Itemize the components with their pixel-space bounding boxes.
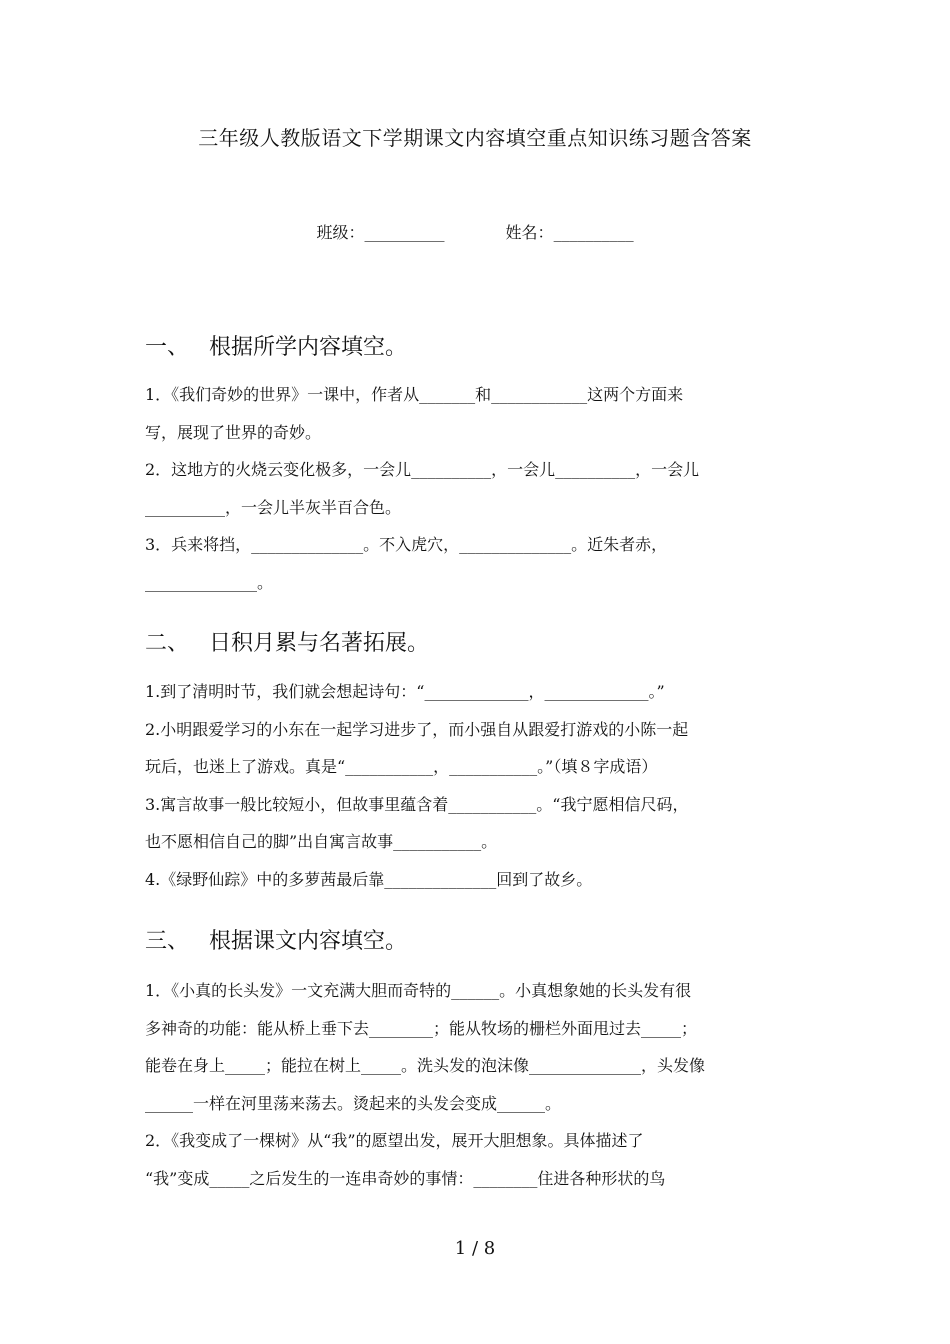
section-heading bbox=[145, 622, 810, 666]
question-line: 2.小明跟爱学习的小东在一起学习进步了，而小强自从跟爱打游戏的小陈一起 bbox=[145, 719, 689, 739]
question-line: ______一样在河里荡来荡去。烫起来的头发会变成______。 bbox=[145, 1093, 562, 1113]
name-label: 姓名： bbox=[505, 223, 554, 242]
section-3 bbox=[145, 920, 810, 964]
name-blank: __________ bbox=[553, 223, 634, 242]
page-number: 1 / 8 bbox=[454, 1238, 496, 1259]
question-line: 3．兵来将挡，______________。不入虎穴，______________。近朱者赤， bbox=[145, 535, 668, 554]
document-title: 三年级人教版语文下学期课文内容填空重点知识练习题含答案 bbox=[198, 126, 752, 150]
student-info-line bbox=[0, 220, 950, 243]
section-number: 二、 bbox=[145, 631, 190, 656]
question-line: 2．这地方的火烧云变化极多，一会儿__________，一会儿__________，一会儿 bbox=[145, 460, 700, 479]
section-number: 三、 bbox=[145, 929, 190, 954]
question-line: 能卷在身上_____；能拉在树上_____。洗头发的泡沫像______________，头发像 bbox=[145, 1056, 706, 1075]
question-line: 4.《绿野仙踪》中的多萝茜最后靠______________回到了故乡。 bbox=[145, 869, 593, 889]
section-number: 一、 bbox=[145, 335, 190, 360]
question-line: 1．《我们奇妙的世界》一课中，作者从_______和____________这两个方面来 bbox=[145, 385, 684, 404]
question-line: __________，一会儿半灰半百合色。 bbox=[145, 497, 402, 517]
question-line: 1.到了清明时节，我们就会想起诗句：“_____________，_____________。” bbox=[145, 682, 665, 701]
question-line: 写，展现了世界的奇妙。 bbox=[145, 422, 322, 442]
question-line: 多神奇的功能：能从桥上垂下去________；能从牧场的栅栏外面甩过去_____； bbox=[145, 1018, 698, 1038]
question-line: 也不愿相信自己的脚”出自寓言故事___________。 bbox=[145, 832, 498, 851]
class-label: 班级： bbox=[316, 223, 365, 242]
section-heading bbox=[145, 920, 810, 964]
question-line: 3.寓言故事一般比较短小，但故事里蕴含着___________。“我宁愿相信尺码， bbox=[145, 794, 689, 814]
section-1 bbox=[145, 326, 810, 370]
name-field bbox=[506, 220, 634, 243]
question-line: ______________。 bbox=[145, 572, 274, 592]
section-title: 根据课文内容填空。 bbox=[209, 929, 408, 954]
question-line: “我”变成_____之后发生的一连串奇妙的事情：________住进各种形状的鸟 bbox=[145, 1168, 666, 1188]
section-heading bbox=[145, 326, 810, 370]
class-field bbox=[316, 220, 444, 243]
question-list bbox=[145, 673, 810, 898]
section-2 bbox=[145, 622, 810, 666]
question-list bbox=[145, 376, 810, 601]
question-line: 1．《小真的长头发》一文充满大胆而奇特的______。小真想象她的长头发有很 bbox=[145, 981, 692, 1000]
section-title: 日积月累与名著拓展。 bbox=[209, 631, 430, 656]
section-title: 根据所学内容填空。 bbox=[209, 335, 408, 360]
class-blank: __________ bbox=[364, 223, 445, 242]
question-line: 玩后，也迷上了游戏。真是“___________，___________。”（填８字成语） bbox=[145, 757, 658, 776]
question-list bbox=[145, 972, 810, 1197]
question-line: 2．《我变成了一棵树》从“我”的愿望出发，展开大胆想象。具体描述了 bbox=[145, 1131, 644, 1150]
